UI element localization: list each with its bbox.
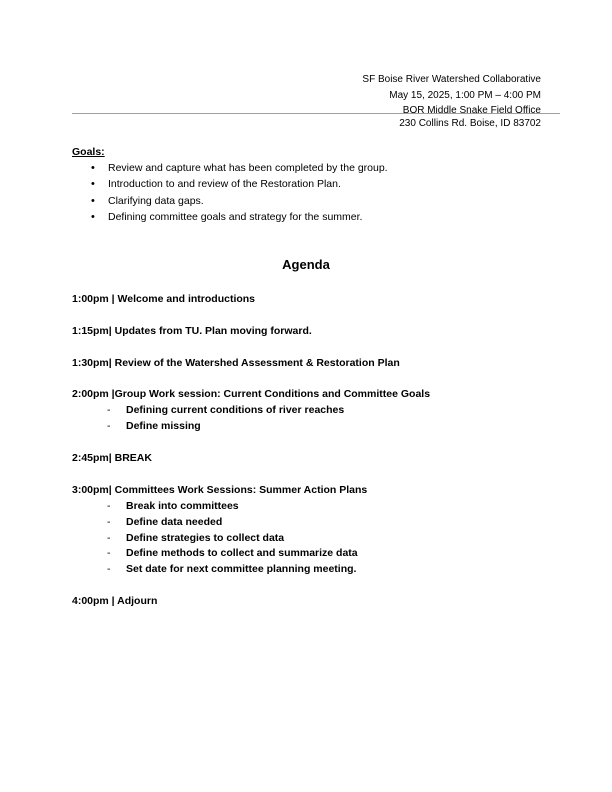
agenda-item-text: 1:30pm| Review of the Watershed Assessment & Restoration Plan	[72, 356, 400, 369]
agenda-item-text: 1:00pm | Welcome and introductions	[72, 293, 256, 305]
org-name: SF Boise River Watershed Collaborative	[362, 74, 541, 85]
agenda-item-text: 4:00pm | Adjourn	[72, 595, 158, 608]
agenda-subitem: - Define data needed	[72, 515, 430, 531]
agenda-item	[72, 356, 430, 372]
goal-item: • Review and capture what has been completed by the group.	[108, 160, 388, 176]
agenda-item	[72, 451, 430, 467]
agenda-item	[72, 594, 430, 610]
agenda-subitems	[72, 499, 430, 579]
goals-heading: Goals:	[72, 146, 105, 158]
agenda-item	[72, 483, 430, 578]
goal-item: • Introduction to and review of the Restoration Plan.	[108, 176, 388, 192]
agenda-title: Agenda	[282, 257, 330, 272]
meeting-address: 230 Collins Rd. Boise, ID 83702	[399, 118, 541, 129]
agenda-subitems	[72, 403, 430, 435]
agenda-item	[72, 387, 430, 435]
agenda-subitem: - Define methods to collect and summarize data	[72, 546, 430, 562]
meeting-venue: BOR Middle Snake Field Office	[402, 105, 541, 116]
agenda-item-text: 1:15pm| Updates from TU. Plan moving forward.	[72, 324, 312, 337]
agenda-list	[72, 292, 430, 610]
header-block	[362, 72, 541, 119]
agenda-subitem: - Set date for next committee planning meeting.	[72, 562, 430, 578]
goals-section	[72, 145, 388, 226]
agenda-item	[72, 292, 430, 308]
goals-list	[72, 160, 388, 226]
header-divider	[72, 113, 560, 114]
agenda-subitem: - Define strategies to collect data	[72, 531, 430, 547]
goal-item: • Clarifying data gaps.	[108, 193, 388, 209]
agenda-subitem: - Break into committees	[72, 499, 430, 515]
agenda-subitem: - Defining current conditions of river reaches	[72, 403, 430, 419]
agenda-subitem: - Define missing	[72, 419, 430, 435]
meeting-datetime: May 15, 2025, 1:00 PM – 4:00 PM	[389, 89, 541, 101]
goal-item: • Defining committee goals and strategy for the summer.	[108, 209, 388, 225]
agenda-item	[72, 324, 430, 340]
agenda-item-text: 2:45pm| BREAK	[72, 452, 152, 464]
agenda-item-text: 2:00pm |Group Work session: Current Conditions and Committee Goals	[72, 388, 431, 401]
agenda-item-text: 3:00pm| Committees Work Sessions: Summer Action Plans	[72, 483, 368, 496]
